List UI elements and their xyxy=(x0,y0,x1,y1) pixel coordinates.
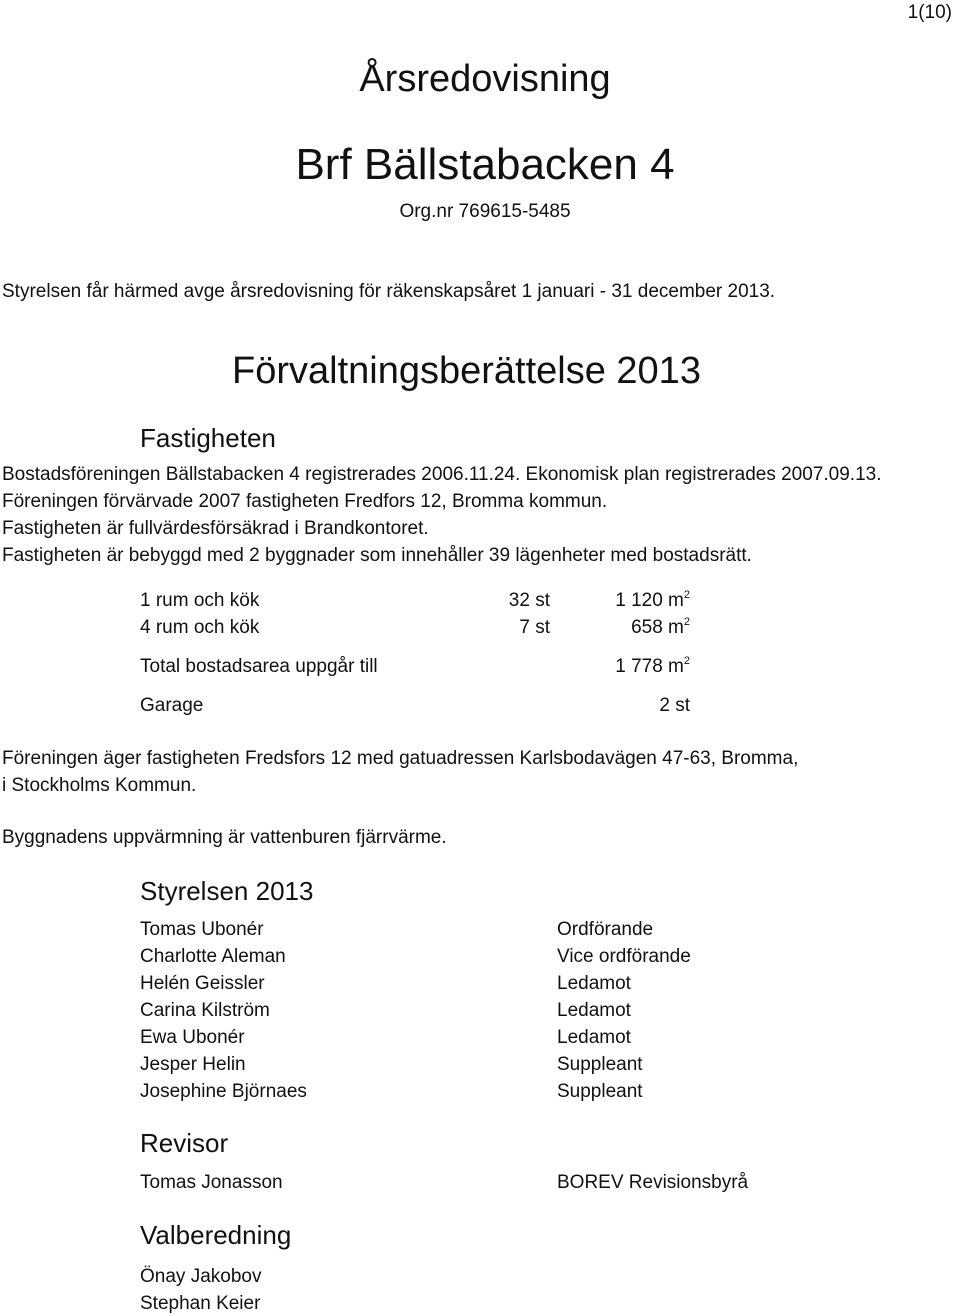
heating-text: Byggnadens uppvärmning är vattenburen fjärrvärme. xyxy=(2,827,447,848)
property-heading: Fastigheten xyxy=(140,423,276,453)
ownership-line: i Stockholms Kommun. xyxy=(2,775,197,796)
page-number: 1(10) xyxy=(907,2,952,23)
board-member-role: Ordförande xyxy=(557,919,654,940)
board-member-name: Josephine Björnaes xyxy=(140,1081,307,1102)
apartment-area: 658 $m^2$ xyxy=(631,616,690,638)
total-area-value: 1 778 $m^2$ xyxy=(615,655,690,677)
board-member-role: Vice ordförande xyxy=(557,946,691,967)
property-line: Föreningen förvärvade 2007 fastigheten Fredfors 12, Bromma kommun. xyxy=(2,491,608,512)
area-unit-superscript: 2 xyxy=(683,616,690,628)
property-line: Fastigheten är fullvärdesförsäkrad i Brandkontoret. xyxy=(2,518,429,539)
garage-count: 2 st xyxy=(659,695,690,716)
auditor-heading: Revisor xyxy=(140,1128,229,1158)
total-area-label: Total bostadsarea uppgår till xyxy=(140,656,378,677)
board-member-name: Carina Kilström xyxy=(140,1000,270,1021)
nomination-member: Önay Jakobov xyxy=(140,1266,262,1287)
ownership-line: Föreningen äger fastigheten Fredsfors 12 med gatuadressen Karlsbodavägen 47-63, Bromma, xyxy=(2,748,799,769)
document-title: Årsredovisning xyxy=(359,58,611,100)
apartment-area: 1 120 $m^2$ xyxy=(615,589,690,611)
board-member-name: Jesper Helin xyxy=(140,1054,246,1075)
intro-text: Styrelsen får härmed avge årsredovisning för räkenskapsåret 1 januari - 31 december 2013. xyxy=(2,281,776,302)
apartment-type-label: 1 rum och kök xyxy=(140,590,260,611)
board-member-name: Tomas Ubonér xyxy=(140,919,264,940)
board-member-name: Charlotte Aleman xyxy=(140,946,286,967)
board-member-role: Ledamot xyxy=(557,1000,631,1021)
apartment-count: 32 st xyxy=(508,590,550,611)
apartment-count: 7 st xyxy=(519,617,550,638)
nomination-member: Stephan Keier xyxy=(140,1293,261,1314)
board-member-role: Ledamot xyxy=(557,1027,631,1048)
board-member-role: Suppleant xyxy=(557,1054,643,1075)
association-name: Brf Bällstabacken 4 xyxy=(295,140,675,189)
report-heading: Förvaltningsberättelse 2013 xyxy=(232,350,701,392)
auditor-firm: BOREV Revisionsbyrå xyxy=(557,1172,749,1193)
nomination-heading: Valberedning xyxy=(140,1220,292,1250)
property-line: Fastigheten är bebyggd med 2 byggnader som innehåller 39 lägenheter med bostadsrätt. xyxy=(2,545,752,566)
board-member-role: Suppleant xyxy=(557,1081,643,1102)
apartment-type-label: 4 rum och kök xyxy=(140,617,260,638)
board-member-name: Helén Geissler xyxy=(140,973,265,994)
board-member-name: Ewa Ubonér xyxy=(140,1027,245,1048)
board-heading: Styrelsen 2013 xyxy=(140,876,314,906)
garage-label: Garage xyxy=(140,695,204,716)
auditor-name: Tomas Jonasson xyxy=(140,1172,283,1193)
area-unit-superscript: 2 xyxy=(683,589,690,601)
board-member-role: Ledamot xyxy=(557,973,631,994)
property-line: Bostadsföreningen Bällstabacken 4 registrerades 2006.11.24. Ekonomisk plan registrerades 2007.09.13. xyxy=(2,464,882,485)
area-unit-superscript: 2 xyxy=(683,655,690,667)
org-number: Org.nr 769615-5485 xyxy=(399,201,571,222)
